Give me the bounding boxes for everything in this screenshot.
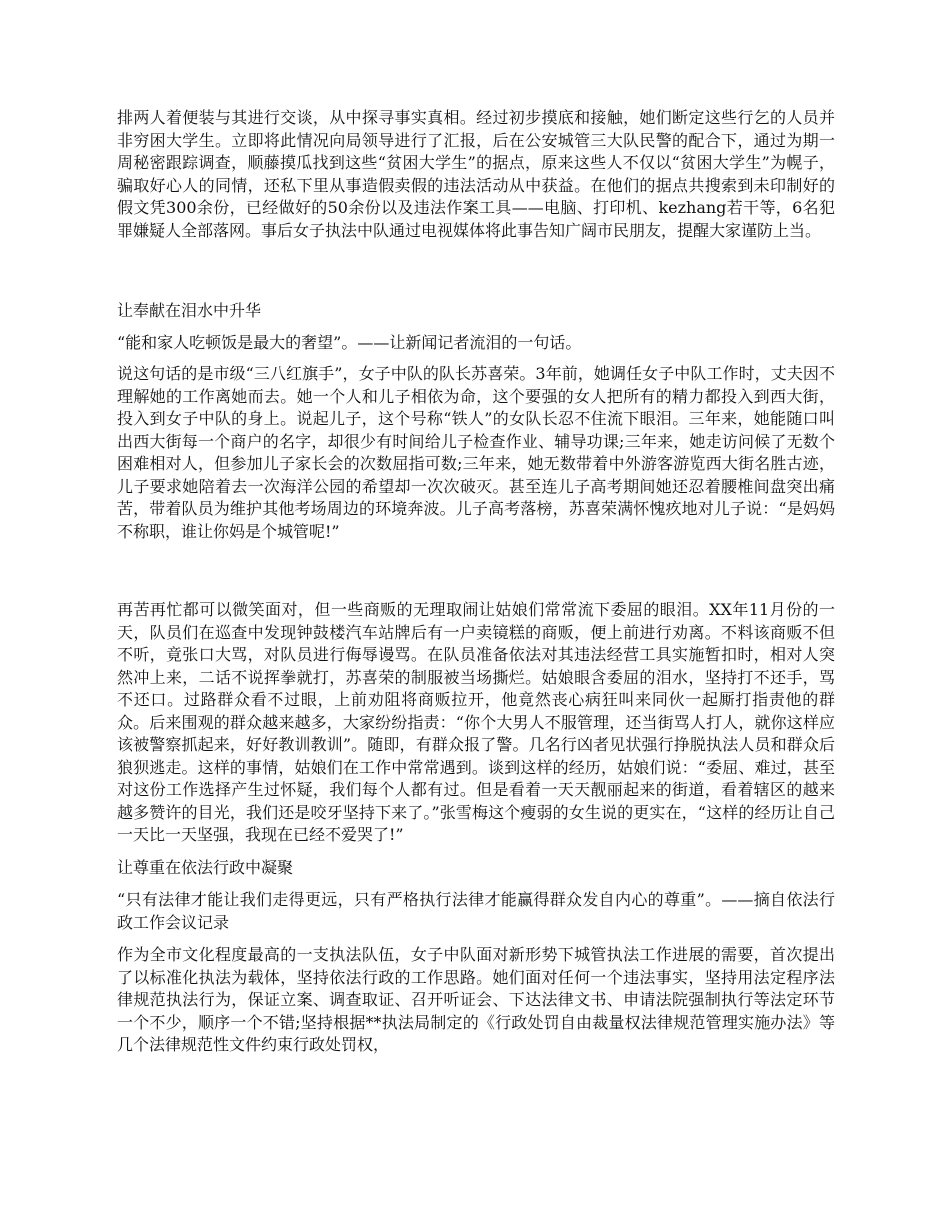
section-heading: 让奉献在泪水中升华 bbox=[117, 301, 262, 320]
body-paragraph: 再苦再忙都可以微笑面对，但一些商贩的无理取闹让姑娘们常常流下委屈的眼泪。XX年11月份的一天，队员们在巡查中发现钟鼓楼汽车站牌后有一户卖镜糕的商贩，便上前进行劝离。不料该商贩不但不听，竟张口大骂，对队员进行侮辱谩骂。在队员准备依法对其违法经营工具实施暂扣时，相对人突然冲上来，二话不说挥拳就打，苏喜荣的制服被当场撕烂。姑娘眼含委屈的泪水，坚持打不还手，骂不还口。过路群众看不过眼，上前劝阻将商贩拉开，他竟然丧心病狂叫来同伙一起厮打指责他的群众。后来围观的群众越来越多，大家纷纷指责：“你个大男人不服管理，还当街骂人打人，就你这样应该被警察抓起来，好好教训教训”。随即，有群众报了警。几名行凶者见状强行挣脱执法人员和群众后狼狈逃走。这样的事情，姑娘们在工作中常常遇到。谈到这样的经历，姑娘们说：“委屈、难过，甚至对这份工作选择产生过怀疑，我们每个人都有过。但是看着一天天靓丽起来的街道，看着辖区的越来越多赞许的目光，我们还是咬牙坚持下来了。”张雪梅这个瘦弱的女生说的更实在，“这样的经历让自己一天比一天坚强，我现在已经不爱哭了!” bbox=[117, 600, 835, 844]
body-paragraph: 作为全市文化程度最高的一支执法队伍，女子中队面对新形势下城管执法工作进展的需要，首次提出了以标准化执法为载体，坚持依法行政的工作思路。她们面对任何一个违法事实，坚持用法定程序法律规范执法行为，保证立案、调查取证、召开听证会、下达法律文书、申请法院强制执行等法定环节一个不少，顺序一个不错;坚持根据**执法局制定的《行政处罚自由裁量权法律规范管理实施办法》等几个法律规范性文件约束行政处罚权， bbox=[117, 945, 835, 1054]
section-heading: 让尊重在依法行政中凝聚 bbox=[117, 857, 294, 877]
body-paragraph: 排两人着便装与其进行交谈，从中探寻事实真相。经过初步摸底和接触，她们断定这些行乞的人员并非穷困大学生。立即将此情况向局领导进行了汇报，后在公安城管三大队民警的配合下，通过为期一周秘密跟踪调查，顺藤摸瓜找到这些“贫困大学生”的据点，原来这些人不仅以“贫困大学生”为幌子，骗取好心人的同情，还私下里从事造假卖假的违法活动从中获益。在他们的据点共搜索到未印制好的假文凭300余份，已经做好的50余份以及违法作案工具——电脑、打印机、kezhang若干等，6名犯罪嫌疑人全部落网。事后女子执法中队通过电视媒体将此事告知广阔市民朋友，提醒大家谨防上当。 bbox=[117, 108, 835, 240]
document-body bbox=[117, 107, 835, 1057]
quote-paragraph: “能和家人吃顿饭是最大的奢望”。——让新闻记者流泪的一句话。 bbox=[117, 332, 582, 352]
quote-paragraph: “只有法律才能让我们走得更远，只有严格执行法律才能赢得群众发自内心的尊重”。——摘自依法行政工作会议记录 bbox=[117, 890, 835, 932]
body-paragraph: 说这句话的是市级“三八红旗手”，女子中队的队长苏喜荣。3年前，她调任女子中队工作时，丈夫因不理解她的工作离她而去。她一个人和儿子相依为命，这个要强的女人把所有的精力都投入到西大街，投入到女子中队的身上。说起儿子，这个号称“铁人”的女队长忍不住流下眼泪。三年来，她能随口叫出西大街每一个商户的名字，却很少有时间给儿子检查作业、辅导功课;三年来，她走访问候了无数个困难相对人，但参加儿子家长会的次数屈指可数;三年来，她无数带着中外游客游览西大街名胜古迹，儿子要求她陪着去一次海洋公园的希望却一次次破灭。甚至连儿子高考期间她还忍着腰椎间盘突出痛苦，带着队员为维护其他考场周边的环境奔波。儿子高考落榜，苏喜荣满怀愧疚地对儿子说：“是妈妈不称职，谁让你妈是个城管呢!” bbox=[117, 364, 835, 541]
